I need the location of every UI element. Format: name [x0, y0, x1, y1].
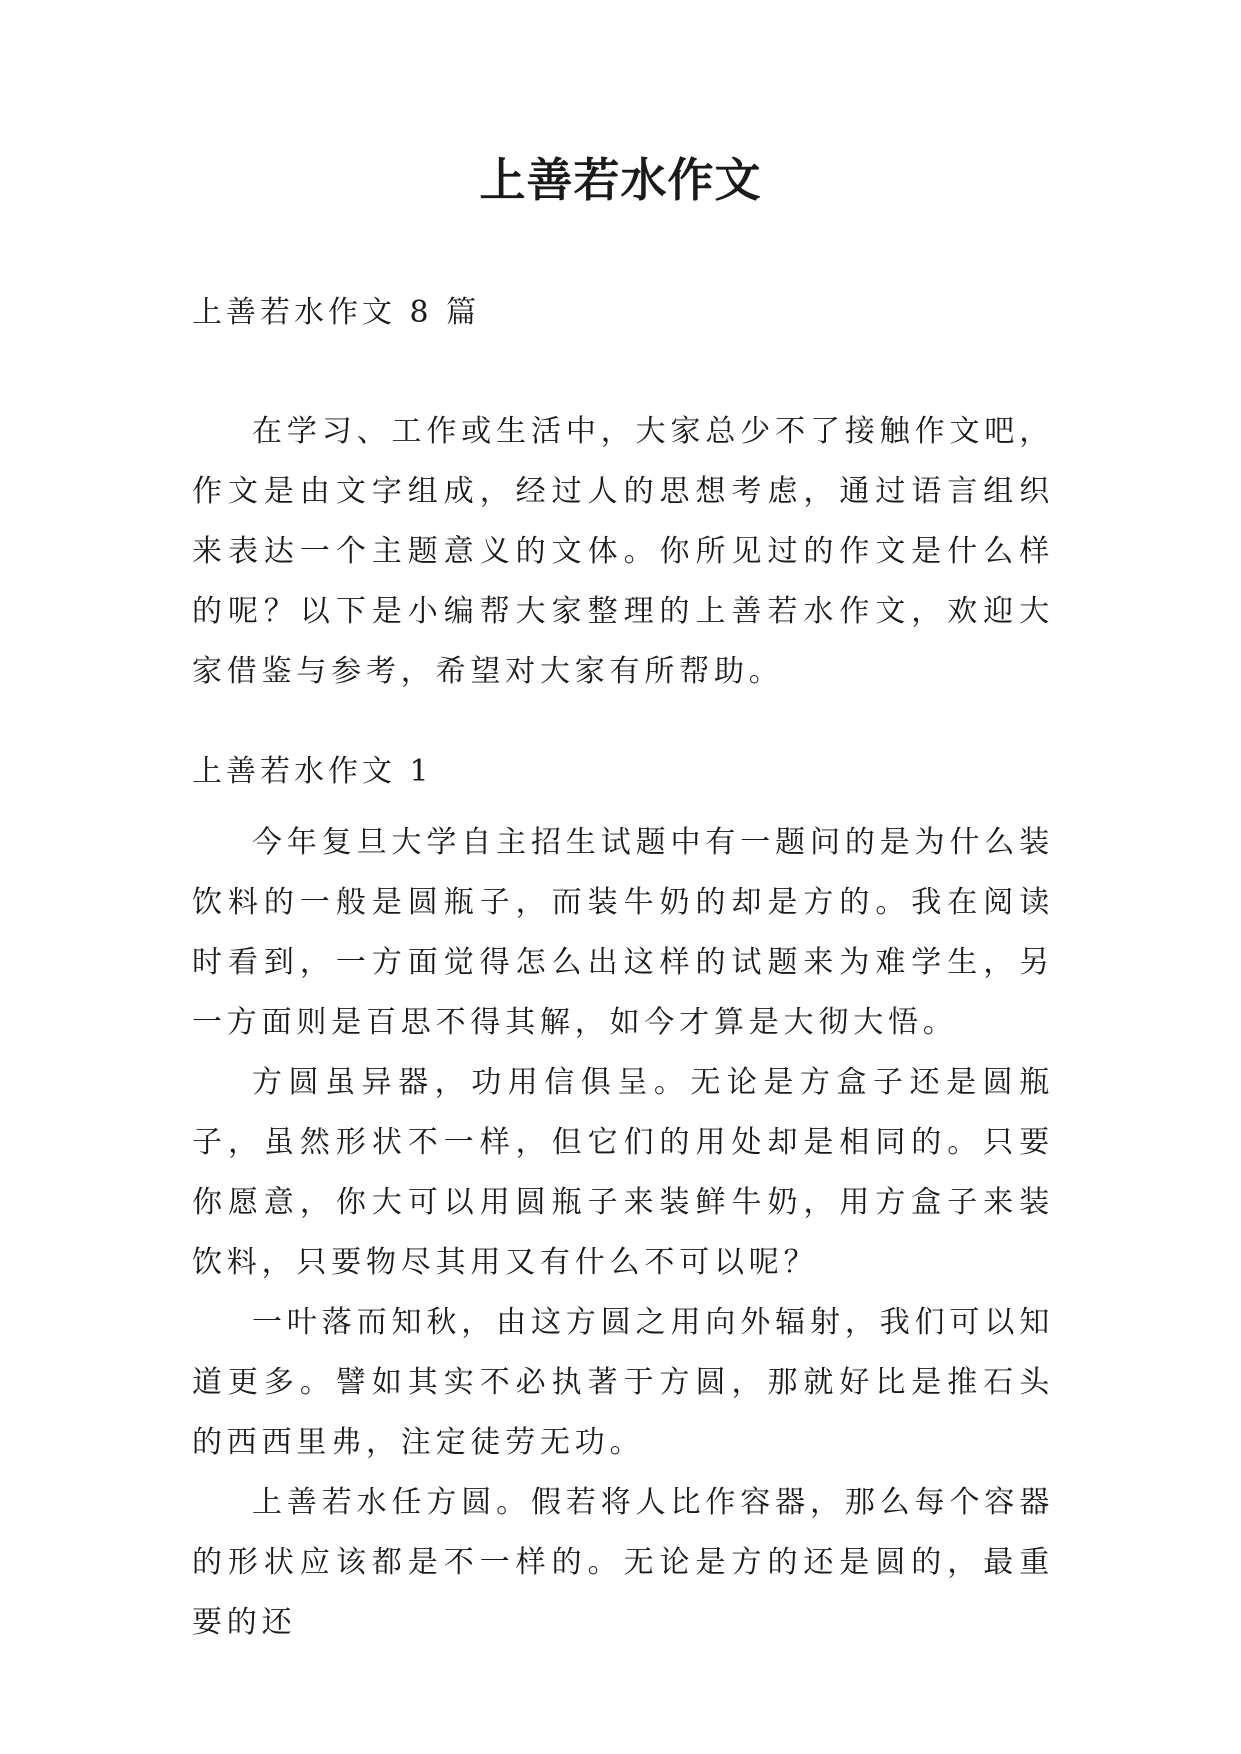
essay-paragraph: 今年复旦大学自主招生试题中有一题问的是为什么装饮料的一般是圆瓶子，而装牛奶的却是方的。我在阅读时看到，一方面觉得怎么出这样的试题来为难学生，另一方面则是百思不得其解，如今才算是大彻大悟。 [192, 825, 1054, 1040]
essay-paragraph: 方圆虽异器，功用信俱呈。无论是方盒子还是圆瓶子，虽然形状不一样，但它们的用处却是相同的。只要你愿意，你大可以用圆瓶子来装鲜牛奶，用方盒子来装饮料，只要物尽其用又有什么不可以呢？ [192, 1065, 1054, 1280]
section-heading: 上善若水作文 1 [192, 754, 433, 789]
essay-paragraph: 上善若水任方圆。假若将人比作容器，那么每个容器的形状应该都是不一样的。无论是方的还是圆的，最重要的还 [192, 1485, 1054, 1640]
document-title: 上善若水作文 [479, 153, 762, 207]
intro-block [192, 402, 1054, 702]
intro-paragraph: 在学习、工作或生活中，大家总少不了接触作文吧，作文是由文字组成，经过人的思想考虑，通过语言组织来表达一个主题意义的文体。你所见过的作文是什么样的呢？以下是小编帮大家整理的上善若水作文，欢迎大家借鉴与参考，希望对大家有所帮助。 [192, 414, 1054, 689]
document-subtitle: 上善若水作文 8 篇 [192, 295, 481, 330]
essay-body [192, 813, 1054, 1653]
essay-paragraph: 一叶落而知秋，由这方圆之用向外辐射，我们可以知道更多。譬如其实不必执著于方圆，那就好比是推石头的西西里弗，注定徒劳无功。 [192, 1305, 1054, 1460]
